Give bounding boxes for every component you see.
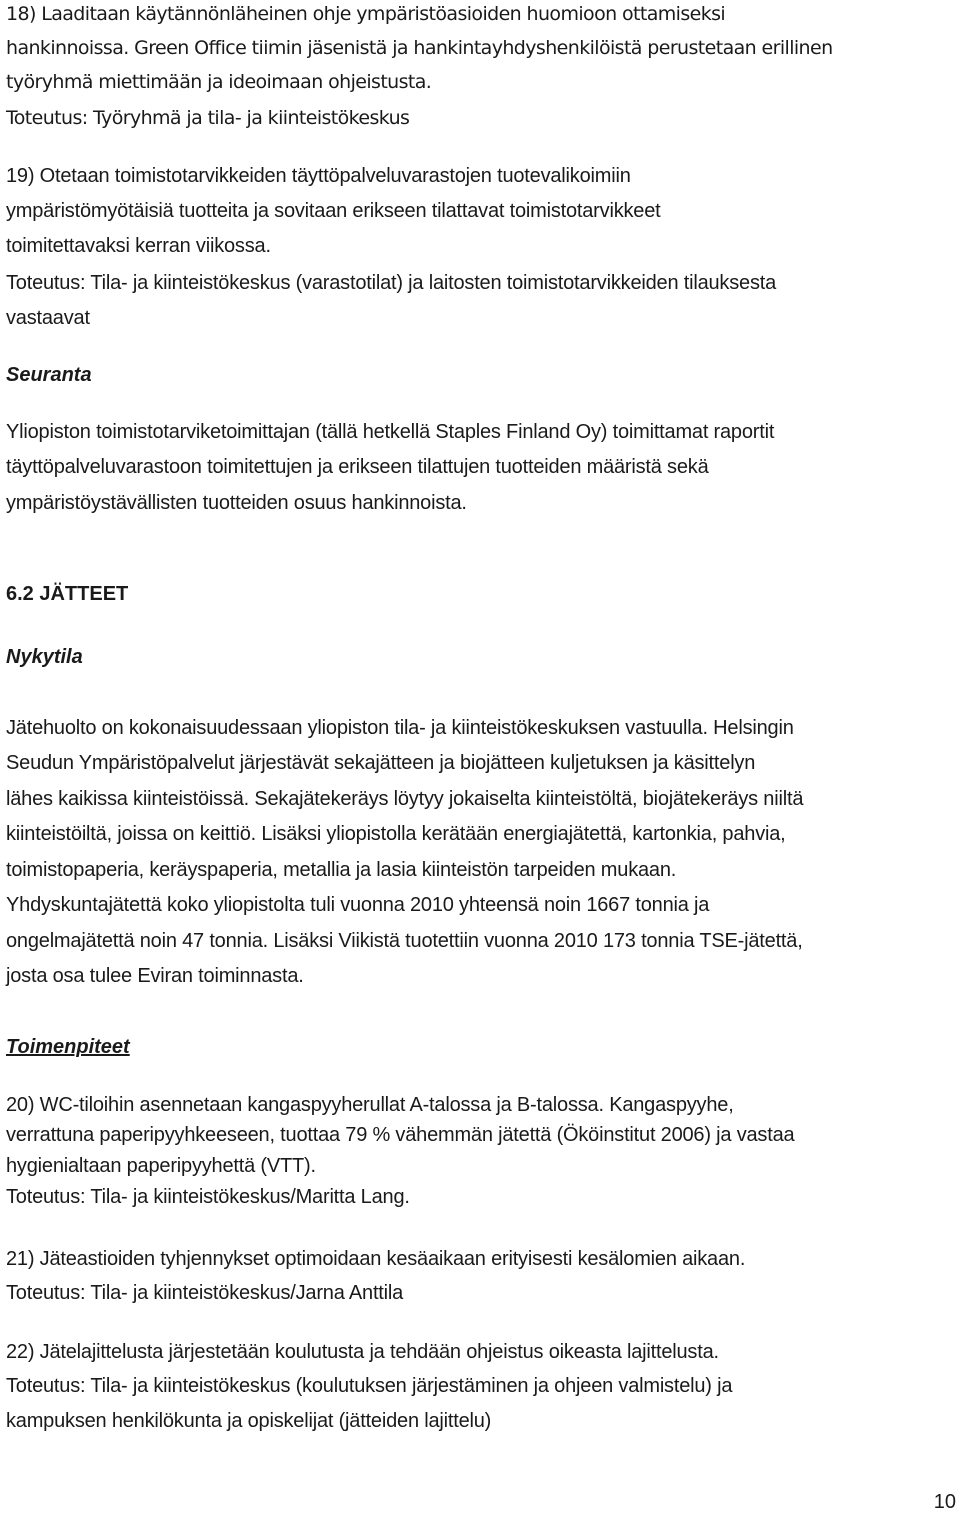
item-19-line-1: 19) Otetaan toimistotarvikkeiden täyttöpalveluvarastojen tuotevalikoimiin: [6, 165, 631, 187]
item-20-toteutus: Toteutus: Tila- ja kiinteistökeskus/Maritta Lang.: [6, 1186, 410, 1208]
item-22-line: 22) Jätelajittelusta järjestetään koulutusta ja tehdään ohjeistus oikeasta lajittelusta.: [6, 1341, 719, 1363]
toimenpiteet-heading: Toimenpiteet: [6, 1036, 130, 1058]
item-19-toteutus-line-2: vastaavat: [6, 307, 90, 329]
item-21-line: 21) Jäteastioiden tyhjennykset optimoidaan kesäaikaan erityisesti kesälomien aikaan.: [6, 1248, 746, 1270]
seuranta-line-1: Yliopiston toimistotarviketoimittajan (tällä hetkellä Staples Finland Oy) toimittamat raportit: [6, 421, 775, 443]
item-20-line-1: 20) WC-tiloihin asennetaan kangaspyyherullat A-talossa ja B-talossa. Kangaspyyhe,: [6, 1094, 734, 1116]
item-18-line-1: 18) Laaditaan käytännönläheinen ohje ympäristöasioiden huomioon ottamiseksi: [6, 3, 726, 25]
item-18-line-2: hankinnoissa. Green Office tiimin jäsenistä ja hankintayhdyshenkilöistä perustetaan erillinen: [6, 37, 833, 59]
nykytila-line-1: Jätehuolto on kokonaisuudessaan yliopiston tila- ja kiinteistökeskuksen vastuulla. Helsingin: [6, 717, 794, 739]
nykytila-heading: Nykytila: [6, 646, 83, 668]
section-heading: 6.2 JÄTTEET: [6, 583, 129, 605]
nykytila-line-7: ongelmajätettä noin 47 tonnia. Lisäksi Viikistä tuotettiin vuonna 2010 173 tonnia TSE-jätettä,: [6, 930, 803, 952]
item-18-line-3: työryhmä miettimään ja ideoimaan ohjeistusta.: [6, 71, 432, 93]
nykytila-line-4: kiinteistöiltä, joissa on keittiö. Lisäksi yliopistolla kerätään energiajätettä, kartonkia, pahvia,: [6, 823, 786, 845]
item-20-line-2: verrattuna paperipyyhkeeseen, tuottaa 79 % vähemmän jätettä (Ököinstitut 2006) ja vastaa: [6, 1124, 795, 1146]
item-19-line-2: ympäristömyötäisiä tuotteita ja sovitaan erikseen tilattavat toimistotarvikkeet: [6, 200, 661, 222]
item-22-toteutus-line-2: kampuksen henkilökunta ja opiskelijat (jätteiden lajittelu): [6, 1410, 492, 1432]
item-19-toteutus-line-1: Toteutus: Tila- ja kiinteistökeskus (varastotilat) ja laitosten toimistotarvikkeiden tilauksesta: [6, 272, 777, 294]
seuranta-heading: Seuranta: [6, 364, 92, 386]
item-22-toteutus-line-1: Toteutus: Tila- ja kiinteistökeskus (koulutuksen järjestäminen ja ohjeen valmistelu) ja: [6, 1375, 733, 1397]
item-20-line-3: hygienialtaan paperipyyhettä (VTT).: [6, 1155, 316, 1177]
seuranta-line-2: täyttöpalveluvarastoon toimitettujen ja erikseen tilattujen tuotteiden määristä sekä: [6, 456, 709, 478]
item-18-toteutus: Toteutus: Työryhmä ja tila- ja kiinteistökeskus: [6, 107, 410, 129]
seuranta-line-3: ympäristöystävällisten tuotteiden osuus hankinnoista.: [6, 492, 467, 514]
nykytila-line-3: lähes kaikissa kiinteistöissä. Sekajätekeräys löytyy jokaiselta kiinteistöltä, biojätekeräys niiltä: [6, 788, 804, 810]
nykytila-line-6: Yhdyskuntajätettä koko yliopistolta tuli vuonna 2010 yhteensä noin 1667 tonnia ja: [6, 894, 710, 916]
nykytila-line-2: Seudun Ympäristöpalvelut järjestävät sekajätteen ja biojätteen kuljetuksen ja käsittelyn: [6, 752, 756, 774]
page-number: 10: [933, 1491, 956, 1513]
nykytila-line-5: toimistopaperia, keräyspaperia, metallia ja lasia kiinteistön tarpeiden mukaan.: [6, 859, 677, 881]
item-21-toteutus: Toteutus: Tila- ja kiinteistökeskus/Jarna Anttila: [6, 1282, 404, 1304]
item-19-line-3: toimitettavaksi kerran viikossa.: [6, 235, 271, 257]
nykytila-line-8: josta osa tulee Eviran toiminnasta.: [6, 965, 304, 987]
